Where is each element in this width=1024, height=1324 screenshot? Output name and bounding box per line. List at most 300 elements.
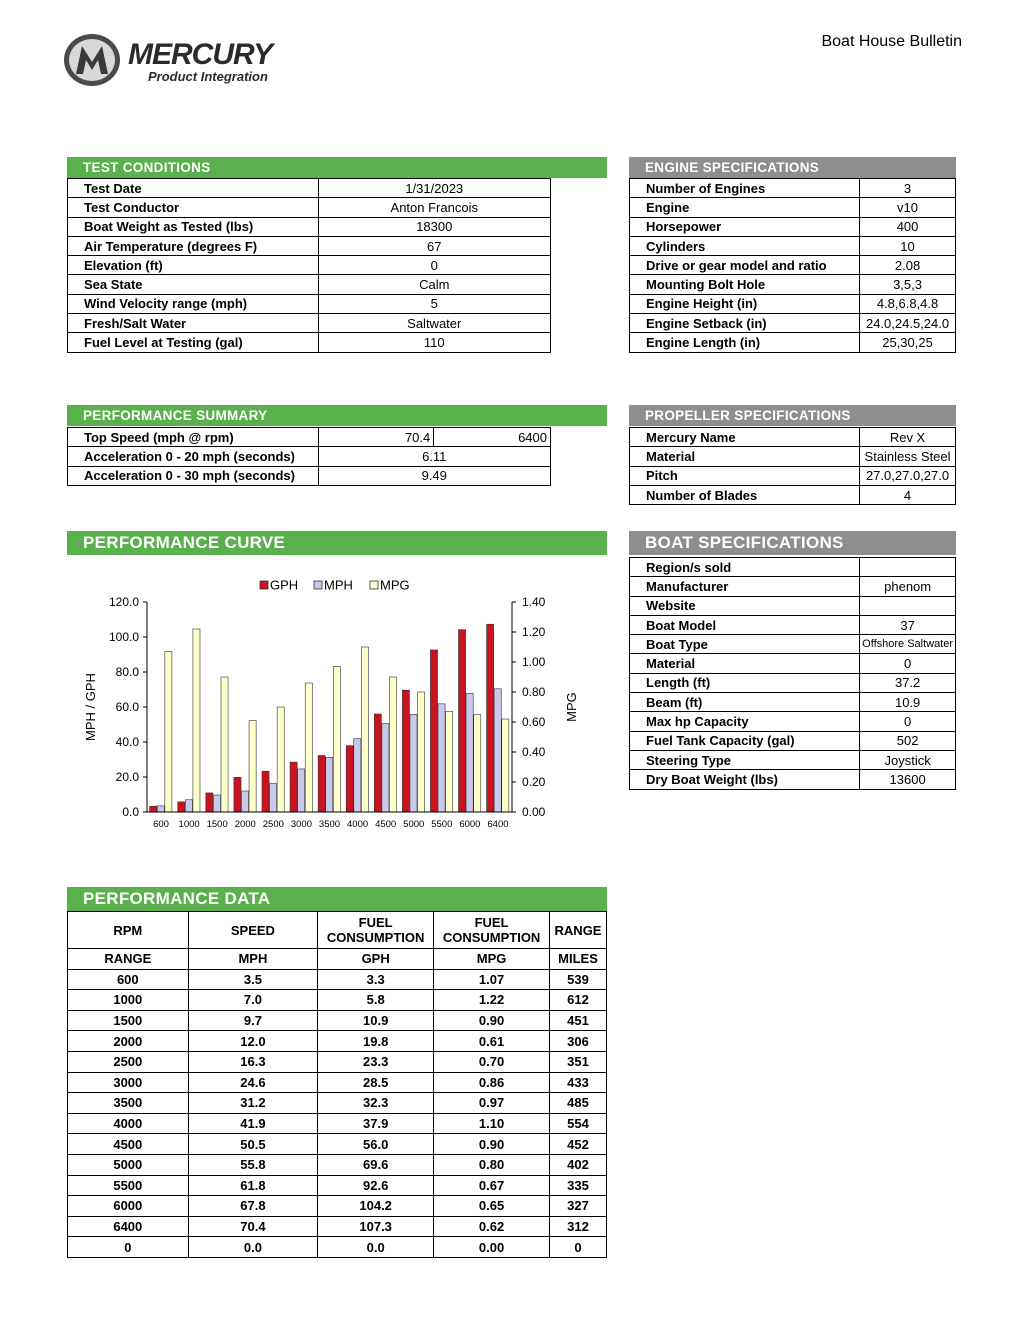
table-row bbox=[68, 1093, 607, 1114]
row-label: Material bbox=[630, 447, 860, 466]
table-cell: 485 bbox=[550, 1093, 607, 1114]
row-value: 4.8,6.8,4.8 bbox=[860, 294, 956, 313]
table-cell: 4500 bbox=[68, 1134, 189, 1155]
table-cell: 1500 bbox=[68, 1010, 189, 1031]
row-label: Beam (ft) bbox=[630, 693, 860, 712]
y-tick-label: 40.0 bbox=[115, 735, 139, 749]
x-tick-label: 4500 bbox=[375, 819, 397, 830]
performance-data-table bbox=[67, 911, 607, 1258]
table-cell: 7.0 bbox=[188, 990, 318, 1011]
performance-data-units-row bbox=[68, 949, 607, 970]
engine-specs-header: ENGINE SPECIFICATIONS bbox=[629, 157, 956, 178]
table-row bbox=[68, 236, 551, 255]
legend-swatch-mpg bbox=[370, 581, 378, 589]
y2-tick-label: 1.20 bbox=[522, 625, 546, 639]
table-cell: 19.8 bbox=[318, 1031, 434, 1052]
y-tick-label: 60.0 bbox=[115, 700, 139, 714]
bulletin-title: Boat House Bulletin bbox=[821, 33, 962, 50]
row-value: 1/31/2023 bbox=[318, 179, 550, 198]
table-row bbox=[630, 256, 956, 275]
table-row bbox=[68, 1237, 607, 1258]
table-row bbox=[68, 1051, 607, 1072]
table-cell: 31.2 bbox=[188, 1093, 318, 1114]
table-cell: 0.0 bbox=[188, 1237, 318, 1258]
table-cell: 5.8 bbox=[318, 990, 434, 1011]
performance-data-header-row bbox=[68, 912, 607, 949]
top-speed-rpm: 6400 bbox=[434, 428, 551, 447]
bar-mpg bbox=[418, 692, 425, 812]
table-cell: 2000 bbox=[68, 1031, 189, 1052]
bar-mph bbox=[466, 693, 473, 812]
table-cell: 0.65 bbox=[434, 1196, 550, 1217]
table-row bbox=[68, 1134, 607, 1155]
x-tick-label: 6000 bbox=[459, 819, 481, 830]
performance-chart-svg bbox=[66, 570, 606, 840]
table-cell: 92.6 bbox=[318, 1175, 434, 1196]
table-row bbox=[630, 731, 956, 750]
row-value: Stainless Steel bbox=[860, 447, 956, 466]
table-cell: 23.3 bbox=[318, 1051, 434, 1072]
row-label: Website bbox=[630, 596, 860, 615]
row-label: Elevation (ft) bbox=[68, 256, 319, 275]
row-label: Sea State bbox=[68, 275, 319, 294]
bar-gph bbox=[487, 624, 494, 812]
row-label: Fuel Tank Capacity (gal) bbox=[630, 731, 860, 750]
row-value: 25,30,25 bbox=[860, 333, 956, 352]
bar-mpg bbox=[446, 712, 453, 813]
table-row bbox=[630, 275, 956, 294]
col-header-rpm: RPM bbox=[68, 912, 189, 949]
table-row bbox=[630, 294, 956, 313]
table-cell: 0.90 bbox=[434, 1010, 550, 1031]
row-label: Test Conductor bbox=[68, 198, 319, 217]
table-cell: 0.62 bbox=[434, 1216, 550, 1237]
y2-tick-label: 1.40 bbox=[522, 595, 546, 609]
row-value: Calm bbox=[318, 275, 550, 294]
table-row bbox=[630, 673, 956, 692]
table-row bbox=[68, 466, 551, 485]
table-cell: 1000 bbox=[68, 990, 189, 1011]
top-speed-label: Top Speed (mph @ rpm) bbox=[68, 428, 319, 447]
col-header-range: RANGE bbox=[550, 912, 607, 949]
row-label: Manufacturer bbox=[630, 577, 860, 596]
table-cell: 0.86 bbox=[434, 1072, 550, 1093]
table-cell: 41.9 bbox=[188, 1113, 318, 1134]
table-row bbox=[68, 314, 551, 333]
y-tick-label: 20.0 bbox=[115, 770, 139, 784]
bar-gph bbox=[262, 771, 269, 812]
table-cell: 69.6 bbox=[318, 1154, 434, 1175]
table-cell: 600 bbox=[68, 969, 189, 990]
y-tick-label: 120.0 bbox=[108, 595, 139, 609]
y2-tick-label: 0.40 bbox=[522, 745, 546, 759]
bar-mpg bbox=[277, 707, 284, 812]
x-tick-label: 600 bbox=[153, 819, 169, 830]
table-cell: 67.8 bbox=[188, 1196, 318, 1217]
table-cell: 12.0 bbox=[188, 1031, 318, 1052]
row-value bbox=[860, 558, 956, 577]
table-row bbox=[630, 750, 956, 769]
performance-chart bbox=[66, 570, 606, 840]
table-row bbox=[68, 990, 607, 1011]
row-label: Air Temperature (degrees F) bbox=[68, 236, 319, 255]
table-cell: 1.10 bbox=[434, 1113, 550, 1134]
table-cell: 306 bbox=[550, 1031, 607, 1052]
table-row bbox=[68, 275, 551, 294]
table-cell: 0.70 bbox=[434, 1051, 550, 1072]
table-row bbox=[68, 1154, 607, 1175]
row-value: phenom bbox=[860, 577, 956, 596]
table-row bbox=[630, 693, 956, 712]
boat-specs-table bbox=[629, 557, 956, 790]
table-row bbox=[68, 1072, 607, 1093]
performance-summary-table bbox=[67, 427, 551, 486]
table-row bbox=[68, 447, 551, 466]
table-row bbox=[68, 428, 551, 447]
row-value: 10.9 bbox=[860, 693, 956, 712]
table-row bbox=[630, 447, 956, 466]
legend-swatch-gph bbox=[260, 581, 268, 589]
table-cell: 452 bbox=[550, 1134, 607, 1155]
row-value: 4 bbox=[860, 485, 956, 504]
row-value: 502 bbox=[860, 731, 956, 750]
table-cell: 10.9 bbox=[318, 1010, 434, 1031]
table-cell: 402 bbox=[550, 1154, 607, 1175]
table-cell: 1.22 bbox=[434, 990, 550, 1011]
bar-mph bbox=[213, 795, 220, 812]
y-axis-title: MPH / GPH bbox=[83, 673, 98, 741]
y2-tick-label: 0.00 bbox=[522, 805, 546, 819]
table-row bbox=[68, 1113, 607, 1134]
performance-data-header: PERFORMANCE DATA bbox=[67, 887, 607, 911]
x-tick-label: 3500 bbox=[318, 819, 341, 830]
table-cell: 50.5 bbox=[188, 1134, 318, 1155]
table-cell: 61.8 bbox=[188, 1175, 318, 1196]
table-row bbox=[630, 314, 956, 333]
unit-gph: GPH bbox=[318, 949, 434, 970]
row-label: Wind Velocity range (mph) bbox=[68, 294, 319, 313]
row-label: Fuel Level at Testing (gal) bbox=[68, 333, 319, 352]
row-label: Boat Type bbox=[630, 635, 860, 654]
bar-mpg bbox=[389, 677, 396, 812]
bar-mpg bbox=[221, 677, 228, 812]
row-value: 3 bbox=[860, 179, 956, 198]
bar-mph bbox=[270, 783, 277, 812]
table-cell: 5500 bbox=[68, 1175, 189, 1196]
row-label: Horsepower bbox=[630, 217, 860, 236]
x-tick-label: 2500 bbox=[262, 819, 284, 830]
bar-mpg bbox=[361, 647, 368, 812]
row-label: Pitch bbox=[630, 466, 860, 485]
table-cell: 612 bbox=[550, 990, 607, 1011]
table-cell: 539 bbox=[550, 969, 607, 990]
table-cell: 3.5 bbox=[188, 969, 318, 990]
row-value: 0 bbox=[860, 654, 956, 673]
row-label: Engine Setback (in) bbox=[630, 314, 860, 333]
mercury-emblem-icon bbox=[62, 30, 124, 90]
table-cell: 16.3 bbox=[188, 1051, 318, 1072]
table-row bbox=[68, 1196, 607, 1217]
brand-subtitle: Product Integration bbox=[148, 69, 268, 84]
table-row bbox=[630, 428, 956, 447]
table-row bbox=[630, 198, 956, 217]
table-row bbox=[630, 236, 956, 255]
y2-axis-title: MPG bbox=[564, 692, 579, 722]
row-value: Anton Francois bbox=[318, 198, 550, 217]
row-value: 3,5,3 bbox=[860, 275, 956, 294]
bar-gph bbox=[346, 746, 353, 812]
engine-specs-table bbox=[629, 178, 956, 353]
table-row bbox=[630, 596, 956, 615]
row-value: 2.08 bbox=[860, 256, 956, 275]
unit-range: MILES bbox=[550, 949, 607, 970]
table-row bbox=[630, 654, 956, 673]
row-label: Max hp Capacity bbox=[630, 712, 860, 731]
row-value: 6.11 bbox=[318, 447, 550, 466]
row-label: Mercury Name bbox=[630, 428, 860, 447]
row-value: Joystick bbox=[860, 750, 956, 769]
row-value: 10 bbox=[860, 236, 956, 255]
row-label: Boat Weight as Tested (lbs) bbox=[68, 217, 319, 236]
table-row bbox=[68, 1010, 607, 1031]
y-tick-label: 80.0 bbox=[115, 665, 139, 679]
table-row bbox=[68, 333, 551, 352]
table-cell: 3.3 bbox=[318, 969, 434, 990]
table-cell: 0.00 bbox=[434, 1237, 550, 1258]
table-row bbox=[630, 712, 956, 731]
unit-mpg: MPG bbox=[434, 949, 550, 970]
propeller-specs-table bbox=[629, 427, 956, 505]
row-label: Test Date bbox=[68, 179, 319, 198]
y-tick-label: 100.0 bbox=[108, 630, 139, 644]
table-cell: 37.9 bbox=[318, 1113, 434, 1134]
table-row bbox=[630, 217, 956, 236]
row-label: Number of Blades bbox=[630, 485, 860, 504]
row-value: 37.2 bbox=[860, 673, 956, 692]
row-label: Engine Height (in) bbox=[630, 294, 860, 313]
table-row bbox=[68, 294, 551, 313]
table-cell: 3000 bbox=[68, 1072, 189, 1093]
row-label: Region/s sold bbox=[630, 558, 860, 577]
row-value bbox=[860, 596, 956, 615]
bar-gph bbox=[374, 714, 381, 812]
row-label: Length (ft) bbox=[630, 673, 860, 692]
col-header-speed: SPEED bbox=[188, 912, 318, 949]
performance-curve-header: PERFORMANCE CURVE bbox=[67, 531, 607, 555]
x-tick-label: 2000 bbox=[234, 819, 256, 830]
table-cell: 0.67 bbox=[434, 1175, 550, 1196]
table-row bbox=[68, 179, 551, 198]
row-label: Boat Model bbox=[630, 615, 860, 634]
row-label: Drive or gear model and ratio bbox=[630, 256, 860, 275]
table-row bbox=[68, 1216, 607, 1237]
row-value: 37 bbox=[860, 615, 956, 634]
propeller-specs-header: PROPELLER SPECIFICATIONS bbox=[629, 405, 956, 426]
table-cell: 451 bbox=[550, 1010, 607, 1031]
legend-swatch-mph bbox=[314, 581, 322, 589]
x-tick-label: 5500 bbox=[431, 819, 453, 830]
table-cell: 70.4 bbox=[188, 1216, 318, 1237]
bar-gph bbox=[459, 630, 466, 812]
table-cell: 554 bbox=[550, 1113, 607, 1134]
row-value: 0 bbox=[318, 256, 550, 275]
row-value: 9.49 bbox=[318, 466, 550, 485]
table-cell: 56.0 bbox=[318, 1134, 434, 1155]
bar-mph bbox=[410, 714, 417, 812]
x-tick-label: 3000 bbox=[290, 819, 312, 830]
table-row bbox=[630, 333, 956, 352]
bar-mpg bbox=[502, 719, 509, 812]
x-tick-label: 6400 bbox=[487, 819, 509, 830]
col-header-fuel-mpg: FUEL CONSUMPTION bbox=[434, 912, 550, 949]
bar-mpg bbox=[249, 721, 256, 813]
row-label: Acceleration 0 - 20 mph (seconds) bbox=[68, 447, 319, 466]
mercury-logo bbox=[62, 30, 302, 90]
legend-label-mph: MPH bbox=[324, 577, 353, 593]
bar-mph bbox=[326, 757, 333, 812]
table-cell: 2500 bbox=[68, 1051, 189, 1072]
table-cell: 9.7 bbox=[188, 1010, 318, 1031]
table-cell: 335 bbox=[550, 1175, 607, 1196]
table-cell: 28.5 bbox=[318, 1072, 434, 1093]
x-tick-label: 1000 bbox=[178, 819, 200, 830]
row-value: 400 bbox=[860, 217, 956, 236]
table-cell: 327 bbox=[550, 1196, 607, 1217]
table-cell: 0.97 bbox=[434, 1093, 550, 1114]
table-cell: 0.0 bbox=[318, 1237, 434, 1258]
row-value: 110 bbox=[318, 333, 550, 352]
row-value: Rev X bbox=[860, 428, 956, 447]
row-label: Acceleration 0 - 30 mph (seconds) bbox=[68, 466, 319, 485]
row-label: Mounting Bolt Hole bbox=[630, 275, 860, 294]
row-label: Steering Type bbox=[630, 750, 860, 769]
table-cell: 104.2 bbox=[318, 1196, 434, 1217]
table-row bbox=[630, 577, 956, 596]
bar-mph bbox=[494, 689, 501, 812]
table-cell: 351 bbox=[550, 1051, 607, 1072]
bar-gph bbox=[178, 802, 185, 812]
row-label: Fresh/Salt Water bbox=[68, 314, 319, 333]
table-row bbox=[68, 217, 551, 236]
bar-mpg bbox=[193, 629, 200, 812]
row-value: Saltwater bbox=[318, 314, 550, 333]
table-cell: 0.90 bbox=[434, 1134, 550, 1155]
bar-gph bbox=[402, 690, 409, 812]
bar-mph bbox=[157, 806, 164, 812]
table-cell: 24.6 bbox=[188, 1072, 318, 1093]
bar-mph bbox=[354, 739, 361, 812]
x-tick-label: 1500 bbox=[206, 819, 228, 830]
row-value: v10 bbox=[860, 198, 956, 217]
unit-speed: MPH bbox=[188, 949, 318, 970]
bar-mph bbox=[241, 791, 248, 812]
table-cell: 1.07 bbox=[434, 969, 550, 990]
test-conditions-header: TEST CONDITIONS bbox=[67, 157, 607, 178]
row-label: Dry Boat Weight (lbs) bbox=[630, 770, 860, 789]
table-row bbox=[630, 635, 956, 654]
top-speed-value: 70.4 bbox=[318, 428, 434, 447]
legend-label-gph: GPH bbox=[270, 577, 299, 593]
table-row bbox=[68, 198, 551, 217]
y2-tick-label: 0.80 bbox=[522, 685, 546, 699]
table-cell: 312 bbox=[550, 1216, 607, 1237]
table-row bbox=[630, 558, 956, 577]
table-row bbox=[68, 1031, 607, 1052]
table-cell: 3500 bbox=[68, 1093, 189, 1114]
performance-summary-header: PERFORMANCE SUMMARY bbox=[67, 405, 607, 426]
bar-gph bbox=[150, 806, 157, 812]
col-header-fuel-gph: FUEL CONSUMPTION bbox=[318, 912, 434, 949]
row-value: 67 bbox=[318, 236, 550, 255]
bar-mpg bbox=[333, 667, 340, 813]
row-value: 0 bbox=[860, 712, 956, 731]
bar-mpg bbox=[165, 652, 172, 813]
row-label: Number of Engines bbox=[630, 179, 860, 198]
table-cell: 32.3 bbox=[318, 1093, 434, 1114]
x-tick-label: 4000 bbox=[347, 819, 369, 830]
bar-gph bbox=[206, 793, 213, 812]
y2-tick-label: 0.60 bbox=[522, 715, 546, 729]
table-cell: 0.80 bbox=[434, 1154, 550, 1175]
bar-mpg bbox=[305, 683, 312, 812]
table-row bbox=[630, 485, 956, 504]
table-row bbox=[68, 1175, 607, 1196]
y-tick-label: 0.0 bbox=[122, 805, 139, 819]
brand-name: MERCURY bbox=[128, 38, 273, 71]
table-row bbox=[68, 256, 551, 275]
bar-gph bbox=[430, 650, 437, 812]
table-cell: 433 bbox=[550, 1072, 607, 1093]
unit-rpm: RANGE bbox=[68, 949, 189, 970]
row-label: Engine Length (in) bbox=[630, 333, 860, 352]
table-cell: 6400 bbox=[68, 1216, 189, 1237]
test-conditions-table bbox=[67, 178, 551, 353]
table-cell: 6000 bbox=[68, 1196, 189, 1217]
table-row bbox=[68, 969, 607, 990]
table-row bbox=[630, 615, 956, 634]
y2-tick-label: 1.00 bbox=[522, 655, 546, 669]
table-row bbox=[630, 179, 956, 198]
bar-gph bbox=[234, 777, 241, 812]
bar-mph bbox=[438, 704, 445, 812]
table-cell: 0 bbox=[550, 1237, 607, 1258]
boat-specs-header: BOAT SPECIFICATIONS bbox=[629, 531, 956, 555]
bar-gph bbox=[318, 755, 325, 812]
bar-mph bbox=[382, 724, 389, 812]
table-cell: 55.8 bbox=[188, 1154, 318, 1175]
table-cell: 5000 bbox=[68, 1154, 189, 1175]
row-label: Engine bbox=[630, 198, 860, 217]
table-cell: 0 bbox=[68, 1237, 189, 1258]
y2-tick-label: 0.20 bbox=[522, 775, 546, 789]
row-label: Cylinders bbox=[630, 236, 860, 255]
table-cell: 4000 bbox=[68, 1113, 189, 1134]
row-value: Offshore Saltwater bbox=[860, 635, 956, 654]
table-row bbox=[630, 770, 956, 789]
row-label: Material bbox=[630, 654, 860, 673]
bar-gph bbox=[290, 762, 297, 812]
row-value: 5 bbox=[318, 294, 550, 313]
row-value: 18300 bbox=[318, 217, 550, 236]
table-row bbox=[630, 466, 956, 485]
bar-mph bbox=[298, 769, 305, 812]
bar-mph bbox=[185, 800, 192, 812]
row-value: 24.0,24.5,24.0 bbox=[860, 314, 956, 333]
bar-mpg bbox=[474, 715, 481, 813]
legend-label-mpg: MPG bbox=[380, 577, 410, 593]
table-cell: 107.3 bbox=[318, 1216, 434, 1237]
row-value: 13600 bbox=[860, 770, 956, 789]
